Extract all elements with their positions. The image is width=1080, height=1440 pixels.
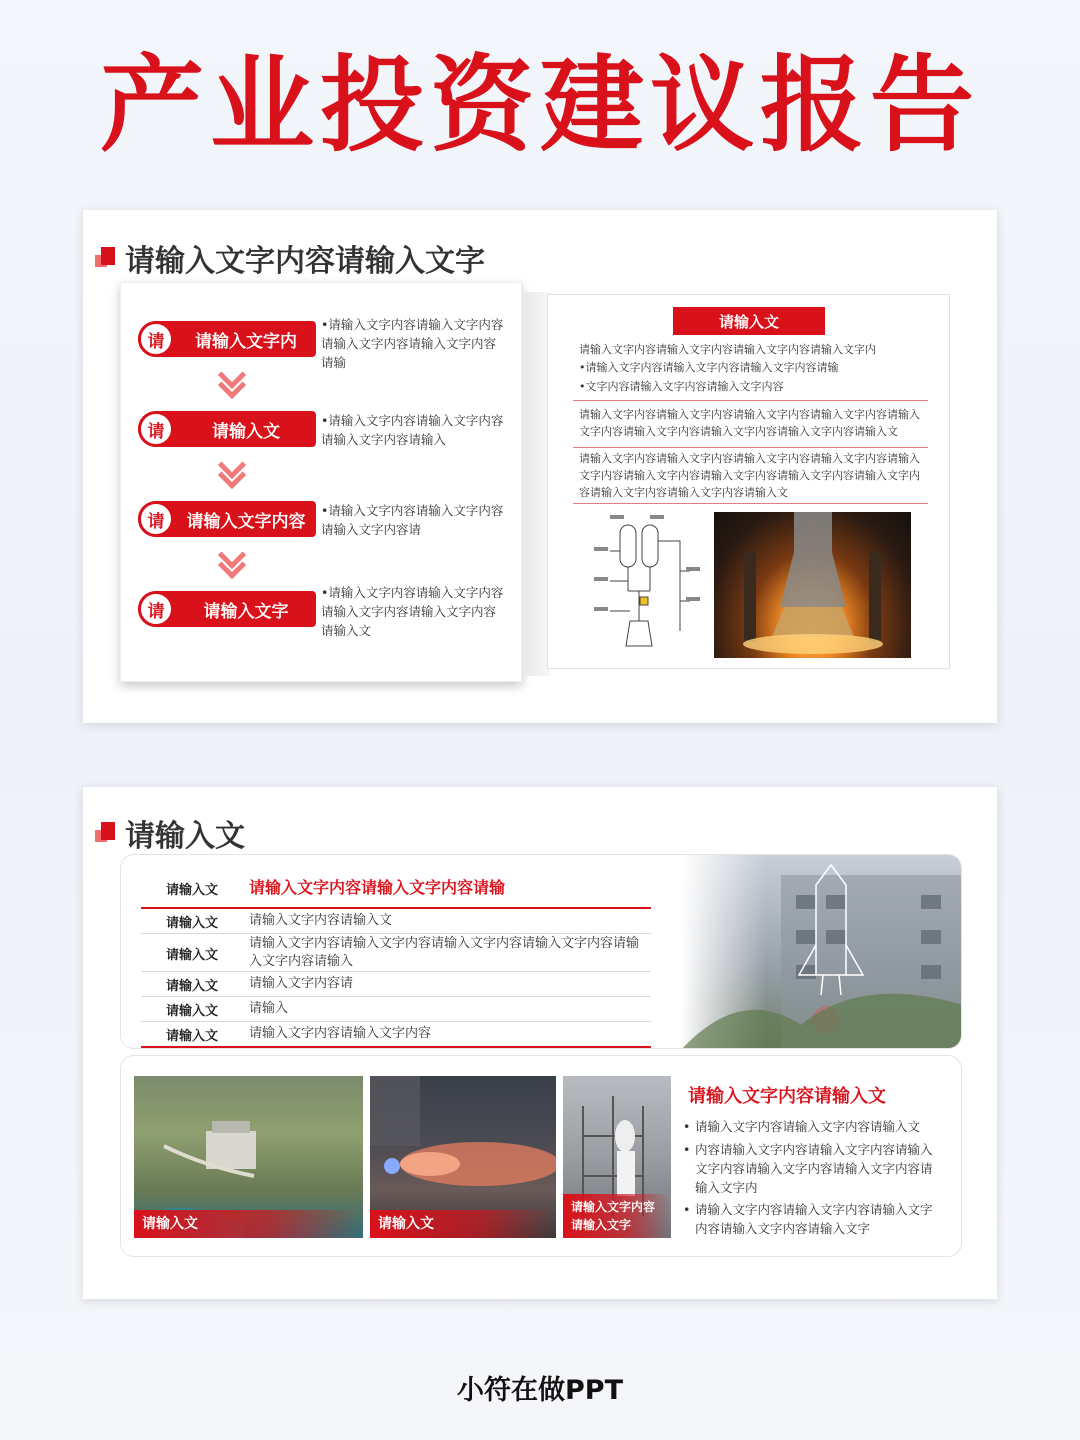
table-row-label: 请输入文 xyxy=(166,1003,219,1019)
table-divider xyxy=(141,1021,651,1022)
step-3 xyxy=(138,501,316,537)
engine-diagram-image xyxy=(590,511,708,656)
steps-panel xyxy=(120,282,522,682)
site-photo-1 xyxy=(134,1076,363,1238)
spec-table-panel xyxy=(120,854,962,1049)
photo-1-caption: 请输入文 xyxy=(134,1210,363,1238)
step-2 xyxy=(138,411,316,447)
step-1-icon: 请 xyxy=(138,321,174,357)
photo-panel-title: 请输入文字内容请输入文 xyxy=(688,1086,886,1107)
table-row-value: 请输入文字内容请输入文 xyxy=(249,913,393,928)
step-2-icon: 请 xyxy=(138,411,174,447)
photo-3-caption: 请输入文字内容请输入文字 xyxy=(563,1194,671,1238)
table-header-label: 请输入文 xyxy=(166,882,219,898)
photo-2-caption: 请输入文 xyxy=(370,1210,556,1238)
step-4 xyxy=(138,591,316,627)
table-row-label: 请输入文 xyxy=(166,978,219,994)
info-para-2: 请输入文字内容请输入文字内容请输入文字内容请输入文字内容请输入文字内容请输入文字内容请输入文字内容请输入文字内容请输入文字内容请输入文字内容请输入文字内容请输入文 xyxy=(579,452,920,499)
step-1 xyxy=(138,321,316,357)
table-row xyxy=(141,935,651,971)
step-2-desc: •请输入文字内容请输入文字内容请输入文字内容请输入 xyxy=(321,413,504,447)
table-divider xyxy=(141,971,651,972)
table-row xyxy=(141,1023,651,1045)
chevron-down-icon xyxy=(217,551,247,575)
info-panel xyxy=(547,294,950,669)
info-lead: 请输入文字内容请输入文字内容请输入文字内容请输入文字内 xyxy=(579,343,876,356)
slide-2 xyxy=(83,787,997,1299)
step-4-desc: •请输入文字内容请输入文字内容请输入文字内容请输入文字内容请输入文 xyxy=(321,585,504,638)
table-row xyxy=(141,910,651,932)
slide-1-title-text: 请输入文字内容请输入文字 xyxy=(125,244,485,279)
divider xyxy=(573,447,928,448)
step-1-label: 请输入文字内 xyxy=(138,321,316,357)
site-photo-2 xyxy=(370,1076,556,1238)
slide-1 xyxy=(83,210,997,723)
photo-panel-bullet-3: • 请输入文字内容请输入文字内容请输入文字内容请输入文字内容请输入文字 xyxy=(681,1200,943,1238)
building-rocket-photo xyxy=(681,855,962,1049)
chevron-down-icon xyxy=(217,461,247,485)
table-divider xyxy=(141,996,651,997)
slide-1-title xyxy=(95,238,485,278)
table-row-label: 请输入文 xyxy=(166,1028,219,1044)
info-bullet-1: •请输入文字内容请输入文字内容请输入文字内容请输 xyxy=(579,361,839,374)
table-header-row xyxy=(141,875,651,901)
table-row-label: 请输入文 xyxy=(166,947,219,963)
panel-divider xyxy=(522,292,550,676)
divider xyxy=(573,503,928,504)
table-row-label: 请输入文 xyxy=(166,915,219,931)
footer-credit: 小符在做PPT xyxy=(457,1375,623,1406)
step-1-desc: •请输入文字内容请输入文字内容请输入文字内容请输入文字内容请输 xyxy=(321,317,504,370)
table-bottom-rule xyxy=(141,1046,651,1048)
table-row-value: 请输入文字内容请 xyxy=(249,976,354,991)
table-row xyxy=(141,973,651,995)
step-4-label: 请输入文字 xyxy=(138,591,316,627)
title-marker-icon xyxy=(95,245,117,271)
step-2-label: 请输入文 xyxy=(138,411,316,447)
table-row xyxy=(141,998,651,1020)
chevron-down-icon xyxy=(217,371,247,395)
photo-panel-bullet-1: • 请输入文字内容请输入文字内容请输入文 xyxy=(681,1117,943,1136)
table-row-value: 请输入 xyxy=(249,1001,289,1016)
info-bullet-2: •文字内容请输入文字内容请输入文字内容 xyxy=(579,380,784,393)
step-4-icon: 请 xyxy=(138,591,174,627)
engine-test-photo xyxy=(714,512,911,658)
photo-panel-bullet-2: • 内容请输入文字内容请输入文字内容请输入文字内容请输入文字内容请输入文字内容请输入文字内 xyxy=(681,1140,943,1197)
divider xyxy=(573,400,928,401)
site-photo-3 xyxy=(563,1076,671,1238)
step-3-label: 请输入文字内容 xyxy=(138,501,316,537)
table-row-value: 请输入文字内容请输入文字内容请输入文字内容请输入文字内容请输入文字内容请输入 xyxy=(249,936,640,969)
step-3-desc: •请输入文字内容请输入文字内容请输入文字内容请 xyxy=(321,503,504,537)
page-title: 产业投资建议报告 xyxy=(99,44,980,166)
step-3-icon: 请 xyxy=(138,501,174,537)
table-top-rule xyxy=(141,907,651,909)
table-header-value: 请输入文字内容请输入文字内容请输 xyxy=(249,878,506,897)
title-marker-icon xyxy=(95,820,117,846)
slide-2-title xyxy=(95,813,245,853)
slide-2-title-text: 请输入文 xyxy=(125,819,245,854)
photo-panel xyxy=(120,1055,962,1257)
info-panel-header: 请输入文 xyxy=(673,307,825,335)
table-row-value: 请输入文字内容请输入文字内容 xyxy=(249,1026,432,1041)
table-divider xyxy=(141,933,651,934)
info-para-1: 请输入文字内容请输入文字内容请输入文字内容请输入文字内容请输入文字内容请输入文字内容请输入文字内容请输入文字内容请输入文 xyxy=(579,408,920,438)
